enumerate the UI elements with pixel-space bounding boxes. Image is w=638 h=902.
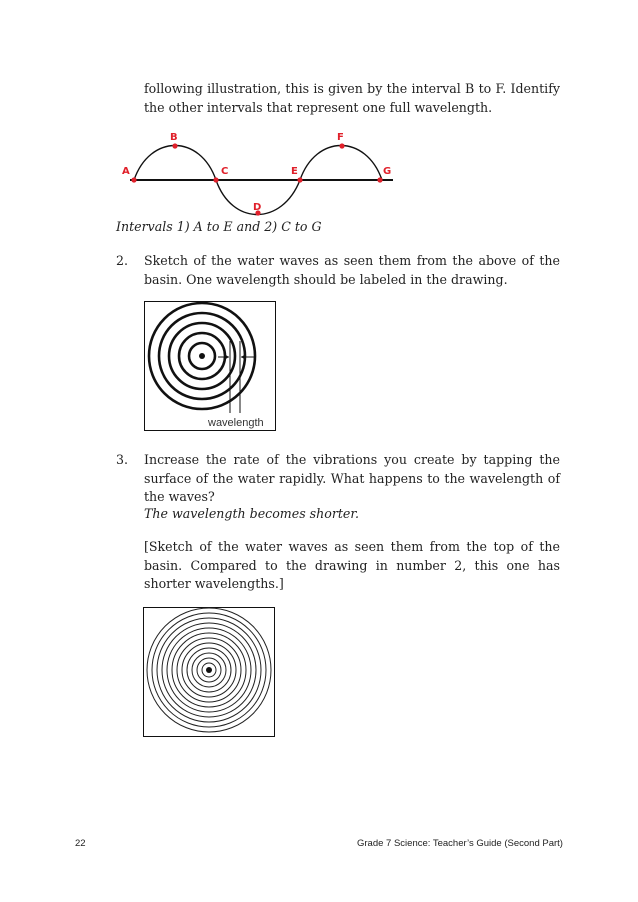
label-c: C bbox=[221, 166, 229, 177]
wave-source-dot bbox=[206, 667, 212, 673]
label-e: E bbox=[291, 166, 298, 177]
page-number: 22 bbox=[75, 838, 86, 849]
label-a: A bbox=[122, 166, 130, 177]
point-f bbox=[339, 143, 344, 148]
wave-rings-figure bbox=[144, 301, 276, 431]
point-b bbox=[172, 143, 177, 148]
wave-diagram bbox=[110, 128, 410, 218]
label-b: B bbox=[170, 132, 178, 143]
point-g bbox=[377, 177, 382, 182]
item-3-answer: The wavelength becomes shorter. bbox=[144, 506, 359, 521]
wave-source-dot bbox=[199, 353, 205, 359]
item-3-note: [Sketch of the water waves as seen them from the top of the basin. Compared to the drawing in number 2, this one has shorter wavelengths.] bbox=[144, 539, 560, 591]
answer-1: Intervals 1) A to E and 2) C to G bbox=[116, 219, 322, 234]
footer-title: Grade 7 Science: Teacher’s Guide (Second Part) bbox=[357, 838, 563, 849]
item-3-text: Increase the rate of the vibrations you create by tapping the surface of the water rapidly. What happens to the wavelength of the waves? bbox=[144, 452, 560, 504]
wavelength-label: wavelength bbox=[208, 417, 264, 429]
item-2-text: Sketch of the water waves as seen them from the above of the basin. One wavelength should be labeled in the drawing. bbox=[144, 253, 560, 287]
point-e bbox=[297, 177, 302, 182]
short-wavelength-rings-figure bbox=[143, 607, 275, 737]
label-g: G bbox=[383, 166, 392, 177]
point-c bbox=[213, 177, 218, 182]
label-f: F bbox=[337, 132, 344, 143]
label-d: D bbox=[253, 202, 262, 213]
point-a bbox=[131, 177, 136, 182]
item-3-number: 3. bbox=[116, 452, 129, 467]
item-2-number: 2. bbox=[116, 253, 129, 268]
intro-paragraph: following illustration, this is given by the interval B to F. Identify the other intervals that represent one full wavelength. bbox=[144, 81, 560, 115]
